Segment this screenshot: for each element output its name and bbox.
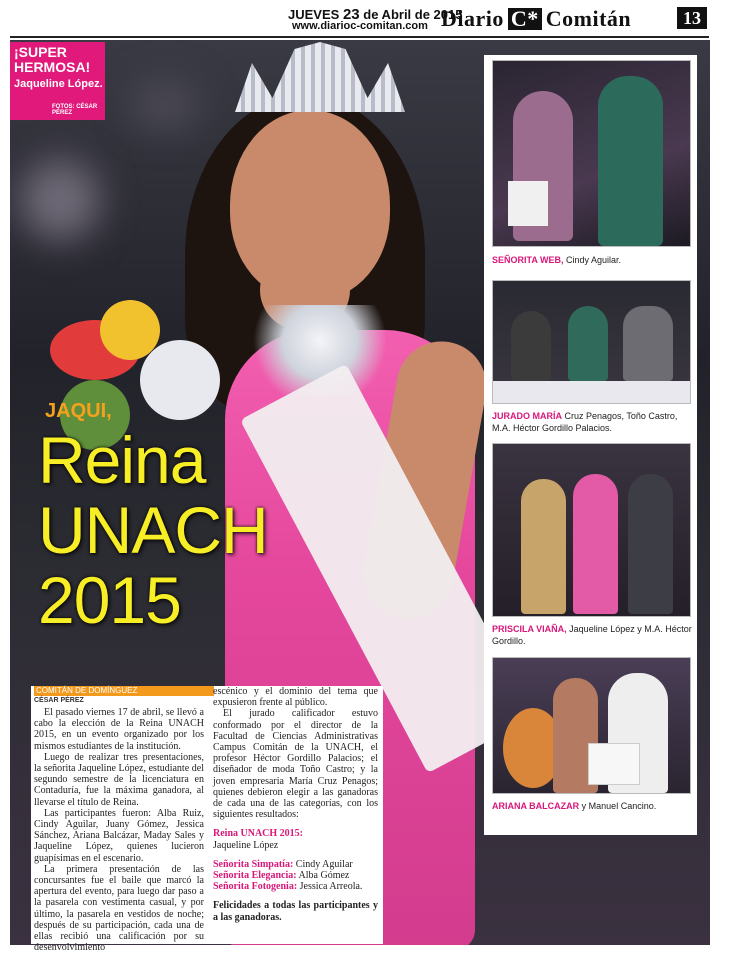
headline-line-1: Reina (38, 423, 206, 497)
man-figure (628, 474, 673, 614)
result-row (213, 881, 378, 892)
caption-ganadoras (492, 623, 697, 647)
section-bar (34, 686, 214, 696)
masthead (0, 0, 729, 38)
result-row (213, 870, 378, 881)
queen-figure (573, 474, 618, 614)
logo-c-mark: C* (508, 8, 542, 30)
caption-highlight: SEÑORITA WEB, (492, 255, 564, 265)
stage-light (130, 80, 200, 130)
caption-senorita-web (492, 254, 697, 266)
contestant-figure (521, 479, 566, 614)
caption-ariana (492, 800, 697, 812)
diploma (508, 181, 548, 226)
flower-white (140, 340, 220, 420)
headline-kicker: JAQUI, (45, 400, 112, 422)
date-day: JUEVES (288, 7, 340, 22)
photo-jurado (492, 280, 691, 404)
queen-face (230, 110, 390, 300)
caption-jurado (492, 410, 697, 434)
headline (38, 425, 268, 635)
article-paragraph: La primera presentación de las concursantes fue el baile que marcó la apertura del evento, para luego dar paso a la pasarela con vestimenta casual, y por último, la pasarela en vestidos de noche; después de su participación, cada una de ellas recibió una calificación por su desenvolvimiento (34, 863, 204, 954)
judge-figure (568, 306, 608, 381)
headline-line-2: UNACH (38, 493, 268, 567)
photo-ganadoras (492, 443, 691, 617)
results-title: Reina UNACH 2015: (213, 828, 303, 840)
caption-text: Cruz Penagos, Toño Castro, M.A. Héctor Gordillo Palacios. (492, 411, 678, 433)
headline-line-3: 2015 (38, 563, 181, 637)
diploma (588, 743, 640, 785)
article-paragraph: El jurado calificador estuvo conformado por el director de la Facultad de Ciencias Administrativas Campus Comitán de la UNACH, el profesor Héctor Gordillo Palacios; el diseñador de moda Toño Castro; y la joven empresaria María Cruz Penagos; quienes debieron elegir a las ganadoras de cada una de las categorías, con los siguientes resultados: (213, 708, 378, 821)
kicker-box (10, 42, 105, 120)
logo-diario: Diario (441, 6, 504, 31)
man-figure (598, 76, 663, 246)
caption-text: Cindy Aguilar. (563, 255, 622, 265)
caption-highlight: PRISCILA VIAÑA, (492, 624, 567, 634)
judge-figure (511, 311, 551, 381)
photo-ariana (492, 657, 691, 794)
logo-comitan: Comitán (545, 6, 632, 31)
result-value: Alba Gómez (296, 870, 350, 882)
article-paragraph: El pasado viernes 17 de abril, se llevó a cabo la elección de la Reina UNACH 2015, en un evento organizado por los mismos estudiantes de la institución. (34, 707, 204, 752)
results-winner: Jaqueline López (213, 839, 279, 851)
photo-senorita-web (492, 60, 691, 247)
result-label: Señorita Simpatía: (213, 858, 294, 870)
judges-table (493, 381, 690, 403)
judge-figure (623, 306, 673, 381)
newspaper-logo (441, 6, 631, 32)
article-byline: CÉSAR PÉREZ (34, 697, 84, 704)
website-url[interactable]: www.diarioc-comitan.com (292, 20, 428, 32)
result-value: Cindy Aguilar (293, 858, 353, 870)
caption-text: Jaqueline López y M.A. Héctor Gordillo. (492, 624, 692, 646)
article-paragraph: Luego de realizar tres presentaciones, la señorita Jaqueline López, estudiante del segundo semestre de la licenciatura en Contaduría, fue la máxima ganadora, al llevarse el título de Reina. (34, 751, 204, 808)
caption-highlight: JURADO MARÍA (492, 411, 563, 421)
section-label: COMITÁN DE DOMÍNGUEZ (36, 686, 138, 695)
article-column-2 (213, 686, 378, 923)
result-value: Jessica Arreola. (297, 881, 363, 893)
photo-credit: FOTOS: CÉSAR PÉREZ (52, 104, 98, 116)
result-row (213, 859, 378, 870)
caption-highlight: ARIANA BALCAZAR (492, 801, 580, 811)
result-label: Señorita Elegancia: (213, 870, 297, 882)
kicker-title: ¡SUPER HERMOSA! (14, 44, 91, 75)
article-column-1 (34, 707, 204, 953)
crown-icon (235, 42, 405, 112)
caption-text: y Manuel Cancino. (579, 801, 657, 811)
date-rest: de Abril de 2015 (363, 7, 463, 22)
article-paragraph: Las participantes fueron: Alba Ruiz, Cindy Aguilar, Juany Gómez, Jessica Sánchez, Ariana Balcázar, Maday Sales y Jaqueline López, quienes lucieron guapísimas en el escenario. (34, 807, 204, 864)
stage-light (20, 160, 100, 240)
result-label: Señorita Fotogenia: (213, 881, 298, 893)
article-paragraph: escénico y el dominio del tema que expusieron frente al público. (213, 686, 378, 709)
masthead-rule (10, 36, 709, 38)
date-number: 23 (342, 6, 360, 23)
article-box (31, 686, 383, 954)
kicker-name: Jaqueline López. (14, 78, 103, 90)
page-number: 13 (677, 7, 707, 29)
closing-line: Felicidades a todas las participantes y a las ganadoras. (213, 900, 378, 923)
